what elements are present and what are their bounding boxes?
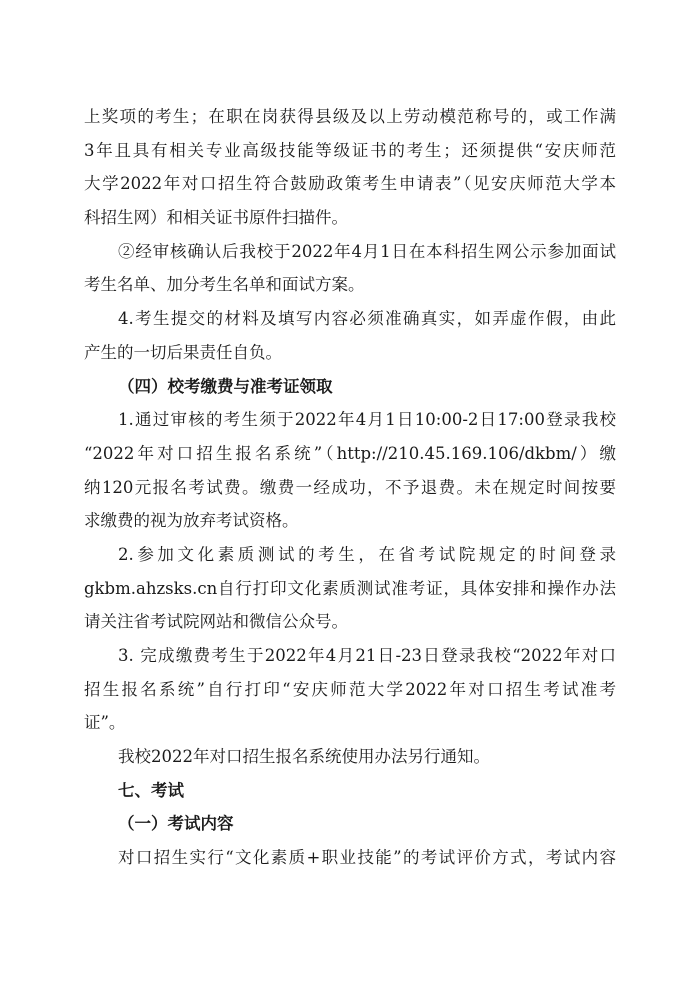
text-line: 1.通过审核的考生须于2022年4月1日10:00-2日17:00登录我校 — [118, 410, 616, 430]
text-line: 上奖项的考生；在职在岗获得县级及以上劳动模范称号的，或工作满 — [84, 107, 616, 126]
text-line: 4.考生提交的材料及填写内容必须准确真实，如弄虚作假，由此 — [118, 309, 616, 329]
text-line: 对口招生实行“文化素质+职业技能”的考试评价方式，考试内容 — [118, 848, 616, 868]
text-line: 招生报名系统”自行打印“安庆师范大学2022年对口招生考试准考 — [84, 679, 616, 699]
text-line: 3. 完成缴费考生于2022年4月21日-23日登录我校“2022年对口 — [118, 646, 616, 665]
text-line: gkbm.ahzsks.cn自行打印文化素质测试准考证，具体安排和操作办法 — [84, 578, 616, 598]
text-line: 纳120元报名考试费。缴费一经成功，不予退费。未在规定时间按要 — [84, 477, 616, 497]
section-heading: 七、考试 — [118, 780, 184, 800]
text-line: 科招生网）和相关证书原件扫描件。 — [84, 208, 348, 228]
text-line: ②经审核确认后我校于2022年4月1日在本科招生网公示参加面试 — [118, 241, 616, 261]
subsection-heading: （一）考试内容 — [118, 814, 234, 834]
text-line: 证”。 — [84, 713, 126, 733]
text-line: 求缴费的视为放弃考试资格。 — [84, 511, 299, 531]
text-line: 考生名单、加分考生名单和面试方案。 — [84, 275, 365, 295]
text-line: 大学2022年对口招生符合鼓励政策考生申请表”（见安庆师范大学本 — [84, 174, 616, 194]
text-line: 我校2022年对口招生报名系统使用办法另行通知。 — [118, 747, 490, 767]
section-heading: （四）校考缴费与准考证领取 — [118, 376, 333, 396]
text-line: 产生的一切后果责任自负。 — [84, 342, 282, 362]
text-line: “2022年对口招生报名系统”（http://210.45.169.106/dkbm/）缴 — [84, 443, 616, 463]
text-line: 3年且具有相关专业高级技能等级证书的考生；还须提供“安庆师范 — [84, 140, 616, 160]
document-body — [84, 100, 616, 875]
text-line: 请关注省考试院网站和微信公众号。 — [84, 612, 348, 632]
text-line: 2.参加文化素质测试的考生，在省考试院规定的时间登录 — [118, 544, 616, 564]
